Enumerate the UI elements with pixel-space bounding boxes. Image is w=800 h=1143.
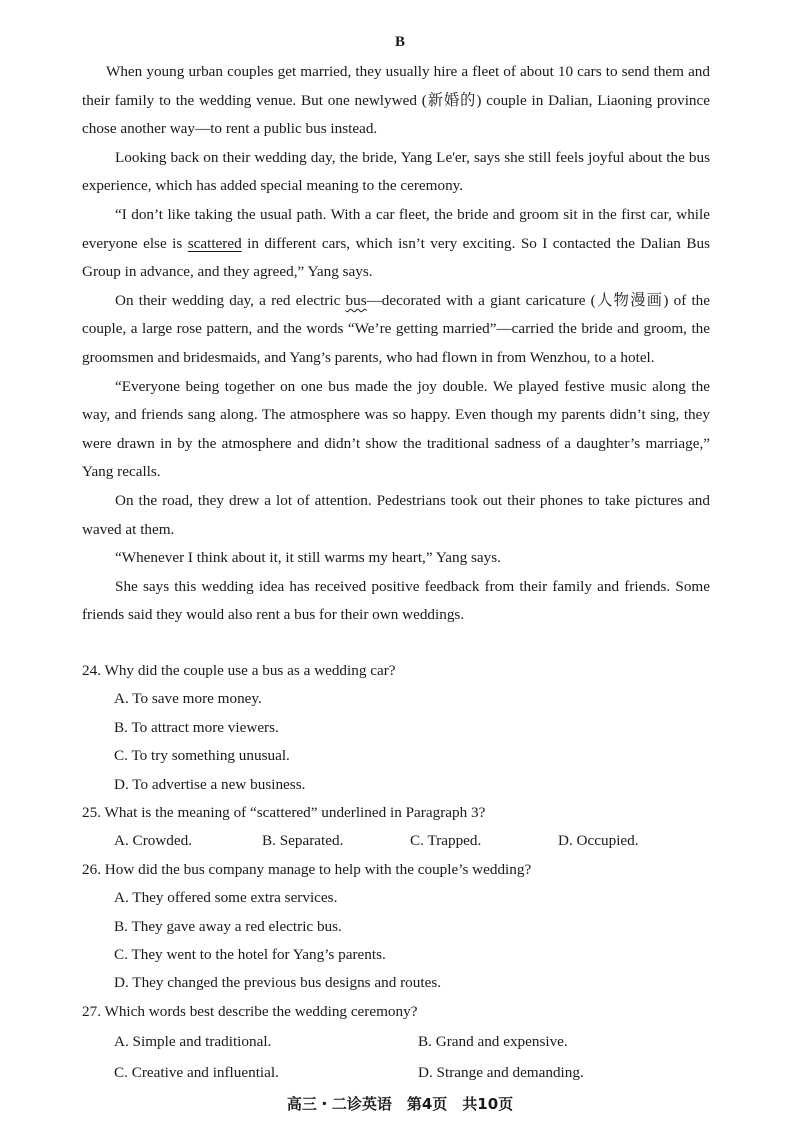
paragraph-4-text-b: —decorated with a giant caricature (人物漫画) of the couple, a large rose pattern, and the words “We’re getting married”—carried the bride and groom, the groomsmen and bridesmaids, and Yang’s parents, who had flown in from Wenzhou, to a hotel. [82, 291, 710, 366]
paragraph-4-text-a: On their wedding day, a red electric [115, 291, 346, 309]
question-26-stem: 26. How did the bus company manage to help with the couple’s wedding? [82, 860, 532, 878]
question-24-stem: 24. Why did the couple use a bus as a wedding car? [82, 662, 396, 679]
paragraph-2: Looking back on their wedding day, the bride, Yang Le'er, says she still feels joyful about the bus experience, which has added special meaning to the ceremony. [82, 148, 710, 195]
question-27 [82, 998, 722, 1088]
question-25-stem: 25. What is the meaning of “scattered” underlined in Paragraph 3? [82, 804, 486, 822]
question-25-options [82, 827, 722, 855]
question-27-options-row-2 [82, 1057, 722, 1088]
paragraph-6: On the road, they drew a lot of attention. Pedestrians took out their phones to take pictures and waved at them. [82, 491, 710, 538]
paragraph-3-text-a: “I don’t like taking the usual path. With a car fleet, the bride and groom sit in the first car, while everyone else is [82, 205, 710, 252]
question-24-option-c[interactable]: C. To try something unusual. [114, 747, 290, 765]
question-25 [82, 799, 722, 856]
question-24 [82, 657, 722, 799]
question-24-option-a[interactable]: A. To save more money. [114, 690, 262, 708]
paragraph-8: She says this wedding idea has received positive feedback from their family and friends. Some friends said they would also rent a bus for their own weddings. [82, 577, 710, 624]
paragraph-7: “Whenever I think about it, it still warms my heart,” Yang says. [115, 549, 501, 567]
question-25-option-a[interactable]: A. Crowded. [114, 832, 193, 850]
page-footer: 高三・二诊英语 第4页 共10页 [286, 1095, 514, 1113]
paragraph-3 [82, 201, 710, 287]
paragraph-5: “Everyone being together on one bus made the joy double. We played festive music along the way, and friends sang along. The atmosphere was so happy. Even though my parents didn’t sing, they were drawn in by the atmosphere and didn’t show the traditional sadness of a daughter’s marriage,” Yang recalls. [82, 377, 710, 481]
question-26-option-b[interactable]: B. They gave away a red electric bus. [114, 917, 342, 935]
question-25-option-b[interactable]: B. Separated. [262, 832, 344, 850]
marked-word-bus: bus [345, 291, 367, 309]
question-27-option-c[interactable]: C. Creative and influential. [114, 1064, 279, 1082]
section-label: B [394, 34, 405, 50]
question-list [82, 657, 722, 1088]
question-27-options-row-1 [82, 1026, 722, 1057]
question-24-option-d[interactable]: D. To advertise a new business. [114, 775, 306, 793]
question-27-stem: 27. Which words best describe the wedding ceremony? [82, 1002, 418, 1020]
question-27-option-d[interactable]: D. Strange and demanding. [418, 1064, 584, 1082]
paragraph-3-text-b: in different cars, which isn’t very exciting. So I contacted the Dalian Bus Group in advance, and they agreed,” Yang says. [82, 234, 710, 281]
question-27-option-b[interactable]: B. Grand and expensive. [418, 1033, 568, 1051]
question-26 [82, 856, 722, 998]
question-26-option-d[interactable]: D. They changed the previous bus designs and routes. [114, 974, 442, 992]
question-25-option-c[interactable]: C. Trapped. [410, 832, 482, 850]
paragraph-4 [82, 287, 710, 373]
reading-passage [82, 58, 710, 630]
paragraph-1: When young urban couples get married, they usually hire a fleet of about 10 cars to send them and their family to the wedding venue. But one newlywed (新婚的) couple in Dalian, Liaoning province chose another way—to rent a public bus instead. [82, 63, 710, 138]
question-24-option-b[interactable]: B. To attract more viewers. [114, 718, 279, 736]
question-26-option-c[interactable]: C. They went to the hotel for Yang’s parents. [114, 946, 386, 964]
question-27-option-a[interactable]: A. Simple and traditional. [114, 1033, 272, 1051]
question-25-option-d[interactable]: D. Occupied. [558, 832, 639, 850]
question-26-option-a[interactable]: A. They offered some extra services. [114, 889, 338, 907]
underlined-word-scattered: scattered [187, 234, 242, 252]
